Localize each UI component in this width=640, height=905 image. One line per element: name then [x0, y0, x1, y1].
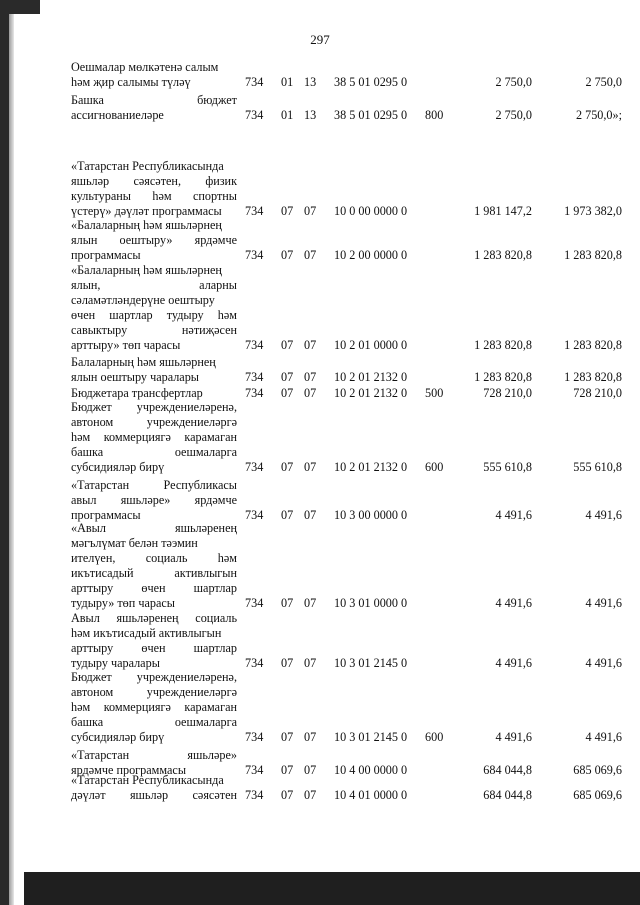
row-item-name — [71, 611, 237, 671]
table-row — [0, 159, 640, 219]
row-amount-year-1: 4 491,6 — [495, 508, 532, 522]
row-item-name-line: «Татарстан яшьләре» — [71, 748, 237, 762]
table-row — [0, 478, 640, 523]
row-amount-year-2: 555 610,8 — [573, 460, 622, 474]
row-section-code: 07 — [281, 596, 294, 610]
row-subsection-code: 07 — [304, 508, 317, 522]
row-item-name — [71, 386, 237, 401]
row-section-code: 07 — [281, 730, 294, 744]
row-item-name-line: Балаларның һәм яшьләрнең — [71, 355, 216, 369]
row-amount-year-2: 1 973 382,0 — [564, 204, 622, 218]
row-ministry-code: 734 — [245, 508, 264, 522]
row-item-name-line: программасы — [71, 508, 141, 522]
scan-bottom-edge — [24, 872, 640, 905]
row-amount-year-1: 4 491,6 — [495, 730, 532, 744]
row-subsection-code: 07 — [304, 730, 317, 744]
row-section-code: 07 — [281, 386, 294, 400]
row-subsection-code: 07 — [304, 248, 317, 262]
row-item-name — [71, 60, 237, 90]
row-section-code: 07 — [281, 338, 294, 352]
row-item-name-line: «Татарстан Республикасында — [71, 773, 224, 787]
row-ministry-code: 734 — [245, 788, 264, 802]
row-item-name — [71, 521, 237, 611]
row-item-name-line: культураны һәм спортны — [71, 189, 237, 203]
row-ministry-code: 734 — [245, 763, 264, 777]
row-item-name — [71, 218, 237, 263]
table-row — [0, 400, 640, 475]
row-item-name-line: икътисадый активлыгын — [71, 566, 237, 580]
row-subsection-code: 13 — [304, 108, 317, 122]
row-item-name-line: өчен шартлар тудыру һәм — [71, 308, 237, 322]
row-item-name-line: ассигнованиеләре — [71, 108, 164, 122]
row-item-name-line: Бюджет учреждениеләренә, — [71, 670, 237, 684]
row-subsection-code: 13 — [304, 75, 317, 89]
row-subsection-code: 07 — [304, 596, 317, 610]
row-expense-type: 500 — [425, 386, 444, 400]
row-ministry-code: 734 — [245, 386, 264, 400]
row-item-name-line: Бюджет учреждениеләренә, — [71, 400, 237, 414]
row-item-name-line: тудыру чаралары — [71, 656, 160, 670]
row-item-name-line: автоном учреждениеләргә — [71, 685, 237, 699]
row-item-name-line: ялын оештыру» ярдәмче — [71, 233, 237, 247]
row-item-name — [71, 670, 237, 745]
row-item-name — [71, 478, 237, 523]
row-amount-year-1: 1 283 820,8 — [474, 248, 532, 262]
row-section-code: 07 — [281, 204, 294, 218]
row-section-code: 07 — [281, 788, 294, 802]
row-item-name-line: ярдәмче программасы — [71, 763, 187, 777]
row-expense-type: 600 — [425, 730, 444, 744]
row-item-name-line: һәм икътисадый активлыгын — [71, 626, 222, 640]
row-ministry-code: 734 — [245, 204, 264, 218]
row-amount-year-2: 2 750,0 — [585, 75, 622, 89]
row-amount-year-1: 555 610,8 — [483, 460, 532, 474]
row-item-name-line: «Балаларның һәм яшьләрнең — [71, 218, 222, 232]
row-amount-year-1: 1 283 820,8 — [474, 338, 532, 352]
row-section-code: 07 — [281, 248, 294, 262]
table-row — [0, 521, 640, 611]
row-subsection-code: 07 — [304, 386, 317, 400]
row-target-article: 10 2 01 2132 0 — [334, 386, 408, 400]
row-item-name-line: «Балаларның һәм яшьләрнең — [71, 263, 222, 277]
row-item-name-line: «Авыл яшьләренең — [71, 521, 237, 535]
row-ministry-code: 734 — [245, 248, 264, 262]
row-amount-year-2: 728 210,0 — [573, 386, 622, 400]
row-amount-year-1: 1 981 147,2 — [474, 204, 532, 218]
page-number: 297 — [310, 32, 330, 47]
row-item-name-line: үстерү» дәүләт программасы — [71, 204, 222, 218]
row-item-name-line: «Татарстан Республикасы — [71, 478, 237, 492]
row-expense-type: 800 — [425, 108, 444, 122]
row-target-article: 10 0 00 0000 0 — [334, 204, 408, 218]
row-amount-year-2: 4 491,6 — [585, 596, 622, 610]
row-amount-year-2: 685 069,6 — [573, 763, 622, 777]
row-item-name-line: Авыл яшьләренең социаль — [71, 611, 237, 625]
row-target-article: 10 2 00 0000 0 — [334, 248, 408, 262]
row-amount-year-2: 1 283 820,8 — [564, 370, 622, 384]
table-row — [0, 386, 640, 401]
row-target-article: 10 3 01 2145 0 — [334, 730, 408, 744]
row-item-name-line: һәм коммерциягә карамаган — [71, 430, 237, 444]
row-amount-year-2: 685 069,6 — [573, 788, 622, 802]
row-amount-year-1: 1 283 820,8 — [474, 370, 532, 384]
row-ministry-code: 734 — [245, 460, 264, 474]
row-item-name-line: субсидияләр бирү — [71, 460, 165, 474]
row-item-name — [71, 400, 237, 475]
table-row — [0, 611, 640, 671]
row-subsection-code: 07 — [304, 370, 317, 384]
scan-top-edge — [0, 0, 40, 14]
table-row — [0, 60, 640, 90]
row-item-name-line: ялын, аларны — [71, 278, 237, 292]
row-item-name-line: һәм коммерциягә карамаган — [71, 700, 237, 714]
row-item-name-line: программасы — [71, 248, 141, 262]
row-item-name — [71, 93, 237, 123]
row-ministry-code: 734 — [245, 596, 264, 610]
row-item-name-line: яшьләр сәясәтен, физик — [71, 174, 237, 188]
table-row — [0, 263, 640, 353]
row-section-code: 07 — [281, 508, 294, 522]
row-item-name-line: сәламәтләндерүне оештыру — [71, 293, 215, 307]
row-target-article: 10 3 01 0000 0 — [334, 596, 408, 610]
row-subsection-code: 07 — [304, 338, 317, 352]
row-ministry-code: 734 — [245, 108, 264, 122]
row-subsection-code: 07 — [304, 788, 317, 802]
row-item-name-line: арттыру өчен шартлар — [71, 581, 237, 595]
row-item-name — [71, 159, 237, 219]
row-target-article: 10 2 01 0000 0 — [334, 338, 408, 352]
row-ministry-code: 734 — [245, 75, 264, 89]
row-section-code: 07 — [281, 460, 294, 474]
row-ministry-code: 734 — [245, 656, 264, 670]
row-item-name-line: савыктыру нәтиҗәсен — [71, 323, 237, 337]
row-ministry-code: 734 — [245, 730, 264, 744]
row-item-name-line: Оешмалар мөлкәтенә салым — [71, 60, 219, 74]
table-row — [0, 93, 640, 123]
row-item-name-line: ителүен, социаль һәм — [71, 551, 237, 565]
row-target-article: 10 3 00 0000 0 — [334, 508, 408, 522]
row-amount-year-2: 1 283 820,8 — [564, 338, 622, 352]
row-item-name-line: һәм җир салымы түләү — [71, 75, 191, 89]
row-amount-year-1: 684 044,8 — [483, 763, 532, 777]
row-section-code: 01 — [281, 108, 294, 122]
row-item-name-line: дәүләт яшьләр сәясәтен — [71, 788, 237, 802]
row-target-article: 38 5 01 0295 0 — [334, 108, 408, 122]
row-subsection-code: 07 — [304, 763, 317, 777]
row-amount-year-1: 684 044,8 — [483, 788, 532, 802]
row-expense-type: 600 — [425, 460, 444, 474]
row-ministry-code: 734 — [245, 370, 264, 384]
table-row — [0, 218, 640, 263]
row-section-code: 01 — [281, 75, 294, 89]
row-target-article: 10 2 01 2132 0 — [334, 460, 408, 474]
row-amount-year-1: 4 491,6 — [495, 656, 532, 670]
row-item-name-line: мәгълүмат белән тәэмин — [71, 536, 198, 550]
row-ministry-code: 734 — [245, 338, 264, 352]
row-amount-year-2: 4 491,6 — [585, 656, 622, 670]
row-amount-year-2: 2 750,0»; — [575, 108, 622, 122]
row-amount-year-1: 2 750,0 — [495, 75, 532, 89]
row-target-article: 10 4 01 0000 0 — [334, 788, 408, 802]
row-item-name-line: автоном учреждениеләргә — [71, 415, 237, 429]
row-item-name-line: арттыру» төп чарасы — [71, 338, 181, 352]
row-subsection-code: 07 — [304, 204, 317, 218]
row-item-name — [71, 773, 237, 803]
row-target-article: 10 2 01 2132 0 — [334, 370, 408, 384]
row-item-name-line: Башка бюджет — [71, 93, 237, 107]
row-item-name-line: «Татарстан Республикасында — [71, 159, 224, 173]
row-subsection-code: 07 — [304, 656, 317, 670]
row-subsection-code: 07 — [304, 460, 317, 474]
row-section-code: 07 — [281, 370, 294, 384]
row-amount-year-2: 4 491,6 — [585, 508, 622, 522]
table-row — [0, 773, 640, 803]
row-item-name-line: Бюджетара трансфертлар — [71, 386, 203, 400]
row-item-name-line: башка оешмаларга — [71, 715, 237, 729]
row-item-name — [71, 355, 237, 385]
row-section-code: 07 — [281, 763, 294, 777]
row-item-name — [71, 263, 237, 353]
row-target-article: 10 3 01 2145 0 — [334, 656, 408, 670]
row-item-name-line: ялын оештыру чаралары — [71, 370, 199, 384]
row-item-name-line: арттыру өчен шартлар — [71, 641, 237, 655]
row-amount-year-1: 2 750,0 — [495, 108, 532, 122]
row-amount-year-2: 4 491,6 — [585, 730, 622, 744]
row-amount-year-2: 1 283 820,8 — [564, 248, 622, 262]
row-item-name-line: тудыру» төп чарасы — [71, 596, 175, 610]
row-target-article: 38 5 01 0295 0 — [334, 75, 408, 89]
table-row — [0, 355, 640, 385]
row-item-name-line: авыл яшьләре» ярдәмче — [71, 493, 237, 507]
row-item-name-line: башка оешмаларга — [71, 445, 237, 459]
row-section-code: 07 — [281, 656, 294, 670]
row-target-article: 10 4 00 0000 0 — [334, 763, 408, 777]
row-item-name-line: субсидияләр бирү — [71, 730, 165, 744]
row-amount-year-1: 728 210,0 — [483, 386, 532, 400]
row-amount-year-1: 4 491,6 — [495, 596, 532, 610]
table-row — [0, 670, 640, 745]
